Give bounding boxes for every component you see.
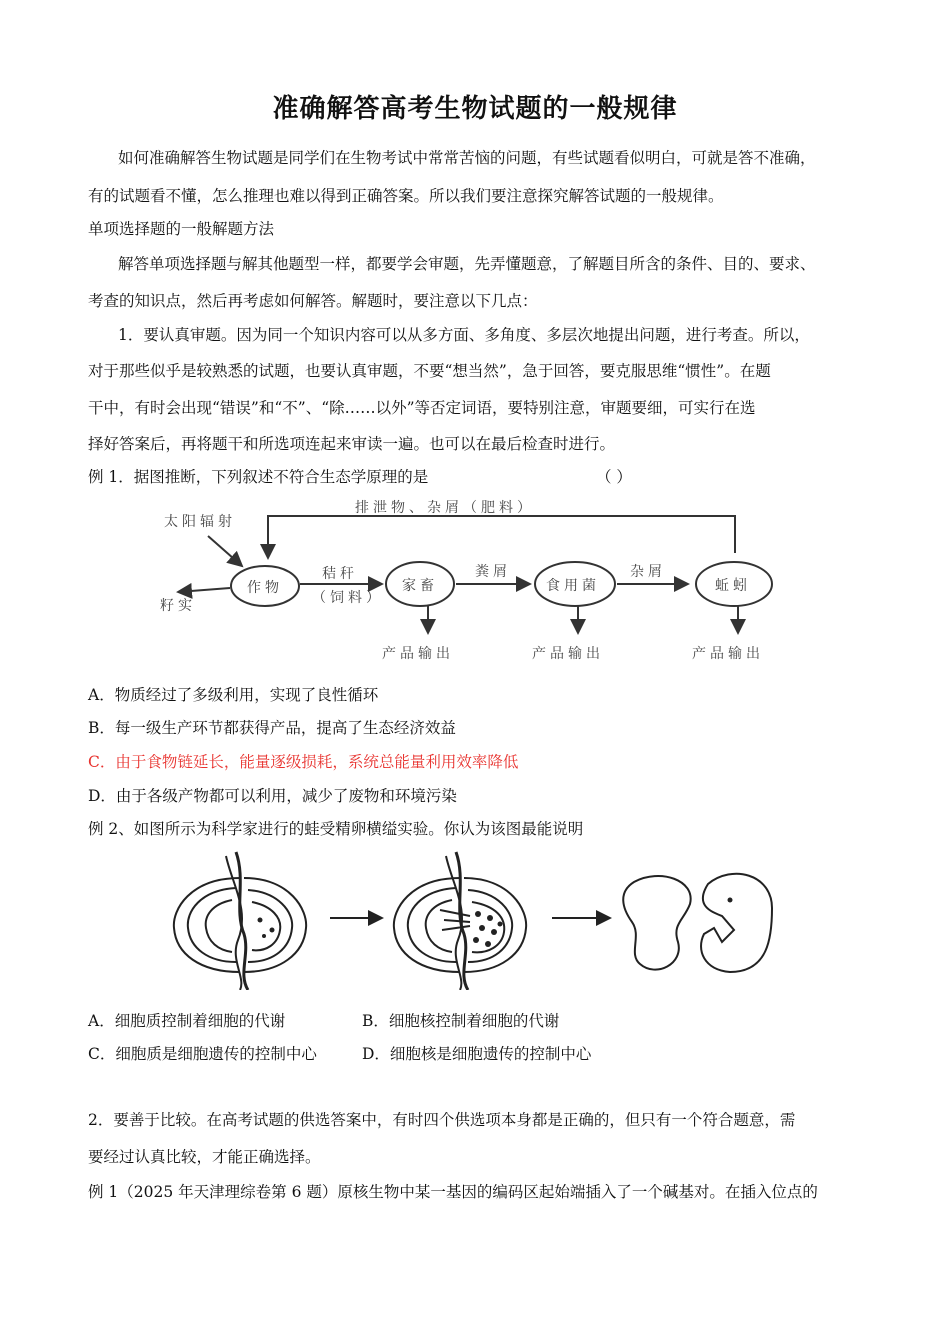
intro-line-1: 如何准确解答生物试题是同学们在生物考试中常常苦恼的问题，有些试题看似明白，可就是答不准确， xyxy=(118,149,816,167)
option-d: D．由于各级产物都可以利用，减少了废物和环境污染 xyxy=(88,787,457,805)
answer-paren: （ ） xyxy=(596,468,632,486)
egg1-right-half xyxy=(244,878,306,972)
example-1-stem: 例 1．据图推断，下列叙述不符合生态学原理的是 xyxy=(88,468,429,486)
ex2-option-d: D．细胞核是细胞遗传的控制中心 xyxy=(362,1045,592,1063)
paragraph-2-line-2: 考查的知识点，然后再考虑如何解答。解题时，要注意以下几点： xyxy=(88,292,538,310)
page-title: 准确解答高考生物试题的一般规律 xyxy=(272,94,678,124)
fruit-arrow xyxy=(178,588,230,592)
paragraph-3-line-4: 择好答案后，再将题干和所选项连起来审读一遍。也可以在最后检查时进行。 xyxy=(88,435,616,453)
output-label-2: 产品输出 xyxy=(532,646,604,662)
fruit-label: 籽实 xyxy=(160,598,196,614)
livestock-label: 家畜 xyxy=(402,578,438,594)
paragraph-3-line-1: 1．要认真审题。因为同一个知识内容可以从多方面、多角度、多层次地提出问题，进行考查。所以， xyxy=(118,326,810,344)
egg1-left-half xyxy=(174,878,240,972)
embryo-right xyxy=(701,874,772,972)
paragraph-4-line-1: 2．要善于比较。在高考试题的供选答案中，有时四个供选项本身都是正确的，但只有一个符合题意，需 xyxy=(88,1111,796,1129)
straw-label: 秸秆 xyxy=(322,566,358,582)
ex2-option-c: C．细胞质是细胞遗传的控制中心 xyxy=(88,1045,317,1063)
example-2-stem: 例 2、如图所示为科学家进行的蛙受精卵横缢实验。你认为该图最能说明 xyxy=(88,820,584,838)
frog-egg-diagram xyxy=(160,850,780,990)
paragraph-4-line-2: 要经过认真比较，才能正确选择。 xyxy=(88,1148,321,1166)
egg2-right-half xyxy=(464,878,526,972)
egg2-left-half xyxy=(394,878,460,972)
feedback-label: 排泄物、杂屑（肥料） xyxy=(355,500,535,516)
manure-label: 粪屑 xyxy=(475,564,511,580)
paragraph-2-line-1: 解答单项选择题与解其他题型一样，都要学会审题，先弄懂题意，了解题目所含的条件、目的、要求、 xyxy=(118,255,816,273)
feed-label: （饲料） xyxy=(312,590,384,606)
paragraph-3-line-3: 干中，有时会出现“错误”和“不”、“除……以外”等否定词语，要特别注意，审题要细，可实行在选 xyxy=(88,399,756,417)
mushroom-label: 食用菌 xyxy=(546,578,600,594)
eco-flow-diagram xyxy=(150,498,800,668)
intro-line-2: 有的试题看不懂，怎么推理也难以得到正确答案。所以我们要注意探究解答试题的一般规律。 xyxy=(88,187,724,205)
output-label-1: 产品输出 xyxy=(382,646,454,662)
sunlight-arrow xyxy=(208,536,242,566)
section-heading: 单项选择题的一般解题方法 xyxy=(88,220,275,238)
crop-label: 作物 xyxy=(247,580,283,596)
ex2-option-b: B．细胞核控制着细胞的代谢 xyxy=(362,1012,560,1030)
example-3-stem: 例 1（2025 年天津理综卷第 6 题）原核生物中某一基因的编码区起始端插入了一个碱基对。在插入位点的 xyxy=(88,1183,818,1201)
residue-label: 杂屑 xyxy=(630,564,666,580)
option-c-highlighted: C．由于食物链延长，能量逐级损耗，系统总能量利用效率降低 xyxy=(88,753,519,771)
output-label-3: 产品输出 xyxy=(692,646,764,662)
ex2-option-a: A．细胞质控制着细胞的代谢 xyxy=(88,1012,286,1030)
embryo-left xyxy=(623,876,690,970)
feedback-arrow xyxy=(268,516,735,558)
option-a: A．物质经过了多级利用，实现了良性循环 xyxy=(88,686,379,704)
earthworm-label: 蚯蚓 xyxy=(715,578,751,594)
paragraph-3-line-2: 对于那些似乎是较熟悉的试题，也要认真审题，不要“想当然”，急于回答，要克服思维“惯性”。在题 xyxy=(88,362,771,380)
sunlight-label: 太阳辐射 xyxy=(164,514,236,530)
option-b: B．每一级生产环节都获得产品，提高了生态经济效益 xyxy=(88,719,456,737)
